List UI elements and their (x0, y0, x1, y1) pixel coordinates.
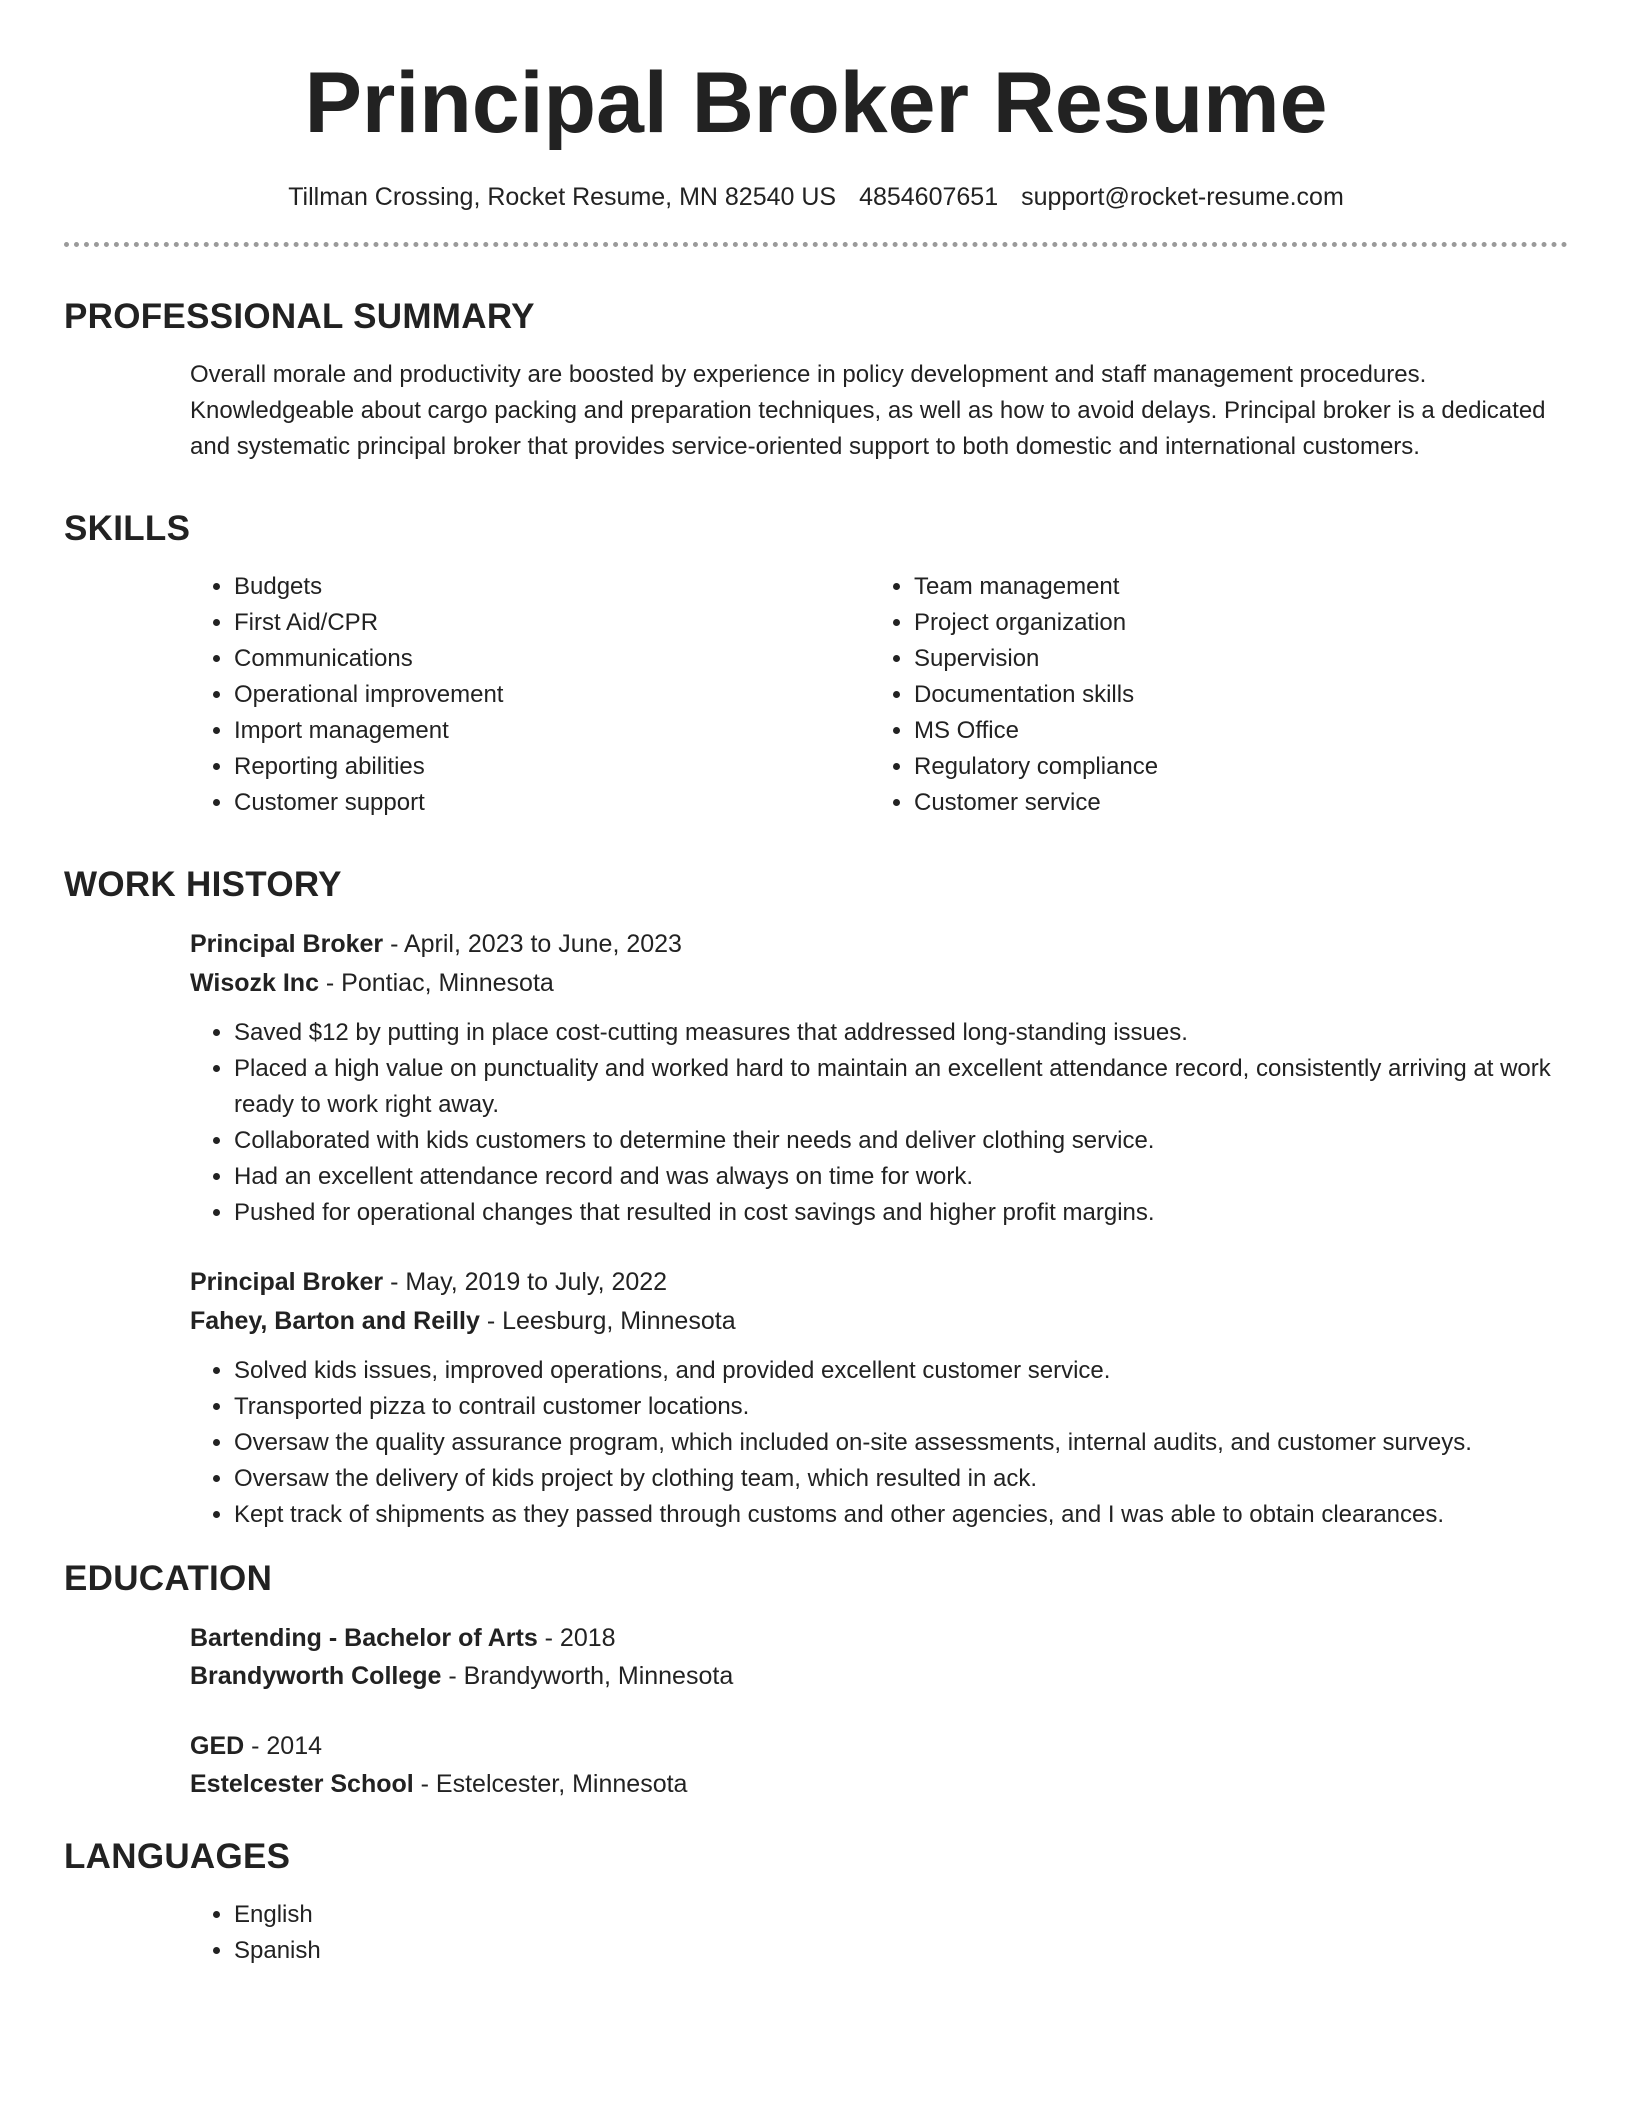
header-divider (64, 242, 1568, 247)
skill-item: • Customer service (914, 785, 1550, 821)
job-dates: - April, 2023 to June, 2023 (383, 930, 682, 959)
school: Estelcester School (190, 1770, 414, 1799)
contact-address: Tillman Crossing, Rocket Resume, MN 82540 US (288, 183, 837, 212)
resume-title: Principal Broker Resume (304, 55, 1328, 151)
job-title: Principal Broker (190, 930, 384, 959)
job-bullet: • Oversaw the quality assurance program, which included on-site assessments, internal audits, and customer surveys. (234, 1425, 1568, 1461)
languages-list (190, 1897, 1568, 1969)
education-entry (190, 1727, 1568, 1803)
skills-list-right (870, 569, 1550, 821)
skill-item: • Team management (914, 569, 1550, 605)
languages-section (64, 1837, 1568, 1969)
degree: GED (190, 1732, 245, 1761)
degree-line (190, 1619, 1568, 1657)
job-bullet: • Placed a high value on punctuality and worked hard to maintain an excellent attendance record, consistently arriving at work ready to work right away. (234, 1051, 1568, 1123)
work-heading: WORK HISTORY (64, 865, 342, 905)
skill-item: • Documentation skills (914, 677, 1550, 713)
contact-line (64, 183, 1568, 212)
job-location: - Leesburg, Minnesota (479, 1307, 736, 1336)
skill-item: • First Aid/CPR (234, 605, 870, 641)
summary-text: Overall morale and productivity are boosted by experience in policy development and staff management procedures. Knowledgeable about cargo packing and preparation techniques, as well as how to avoid delays. Principal broker is a dedicated and systematic principal broker that provides service-oriented support to both domestic and international customers. (190, 361, 1546, 461)
job-bullet: • Solved kids issues, improved operations, and provided excellent customer service. (234, 1353, 1568, 1389)
skill-item: • Reporting abilities (234, 749, 870, 785)
job-bullet: • Kept track of shipments as they passed through customs and other agencies, and I was able to obtain clearances. (234, 1497, 1568, 1533)
job-bullet: • Pushed for operational changes that resulted in cost savings and higher profit margins. (234, 1195, 1568, 1231)
job-entry (190, 925, 1568, 1231)
school-location: - Brandyworth, Minnesota (441, 1662, 734, 1691)
skill-item: • Customer support (234, 785, 870, 821)
job-location: - Pontiac, Minnesota (318, 969, 554, 998)
job-bullet: • Had an excellent attendance record and was always on time for work. (234, 1159, 1568, 1195)
job-title-line (190, 1263, 1568, 1302)
summary-section (64, 297, 1568, 465)
job-bullet: • Oversaw the delivery of kids project by clothing team, which resulted in ack. (234, 1461, 1568, 1497)
degree-line (190, 1727, 1568, 1765)
job-bullet: • Transported pizza to contrail customer locations. (234, 1389, 1568, 1425)
skill-item: • Operational improvement (234, 677, 870, 713)
degree-year: - 2014 (244, 1732, 323, 1761)
skill-item: • Supervision (914, 641, 1550, 677)
skill-item: • Communications (234, 641, 870, 677)
school-location: - Estelcester, Minnesota (413, 1770, 688, 1799)
degree-year: - 2018 (537, 1624, 616, 1653)
skills-section (64, 509, 1568, 821)
skill-item: • Regulatory compliance (914, 749, 1550, 785)
languages-heading: LANGUAGES (64, 1837, 291, 1877)
job-bullets (190, 1353, 1568, 1533)
contact-email: support@rocket-resume.com (1021, 183, 1344, 212)
job-bullets (190, 1015, 1568, 1231)
school: Brandyworth College (190, 1662, 442, 1691)
school-line (190, 1765, 1568, 1803)
language-item: • English (234, 1897, 1568, 1933)
summary-heading: PROFESSIONAL SUMMARY (64, 297, 535, 337)
skill-item: • Project organization (914, 605, 1550, 641)
skill-item: • Budgets (234, 569, 870, 605)
job-company: Wisozk Inc (190, 969, 319, 998)
education-heading: EDUCATION (64, 1559, 273, 1599)
language-item: • Spanish (234, 1933, 1568, 1969)
job-dates: - May, 2019 to July, 2022 (383, 1268, 668, 1297)
education-section (64, 1559, 1568, 1803)
contact-phone: 4854607651 (859, 183, 999, 212)
job-title-line (190, 925, 1568, 964)
skill-item: • Import management (234, 713, 870, 749)
work-section (64, 865, 1568, 1533)
job-bullet: • Collaborated with kids customers to determine their needs and deliver clothing service. (234, 1123, 1568, 1159)
job-company-line (190, 964, 1568, 1003)
job-bullet: • Saved $12 by putting in place cost-cutting measures that addressed long-standing issues. (234, 1015, 1568, 1051)
skills-list-left (190, 569, 870, 821)
job-company-line (190, 1302, 1568, 1341)
job-entry (190, 1263, 1568, 1533)
degree: Bartending - Bachelor of Arts (190, 1624, 538, 1653)
skills-heading: SKILLS (64, 509, 191, 549)
skill-item: • MS Office (914, 713, 1550, 749)
job-title: Principal Broker (190, 1268, 384, 1297)
school-line (190, 1657, 1568, 1695)
education-entry (190, 1619, 1568, 1695)
job-company: Fahey, Barton and Reilly (190, 1307, 480, 1336)
